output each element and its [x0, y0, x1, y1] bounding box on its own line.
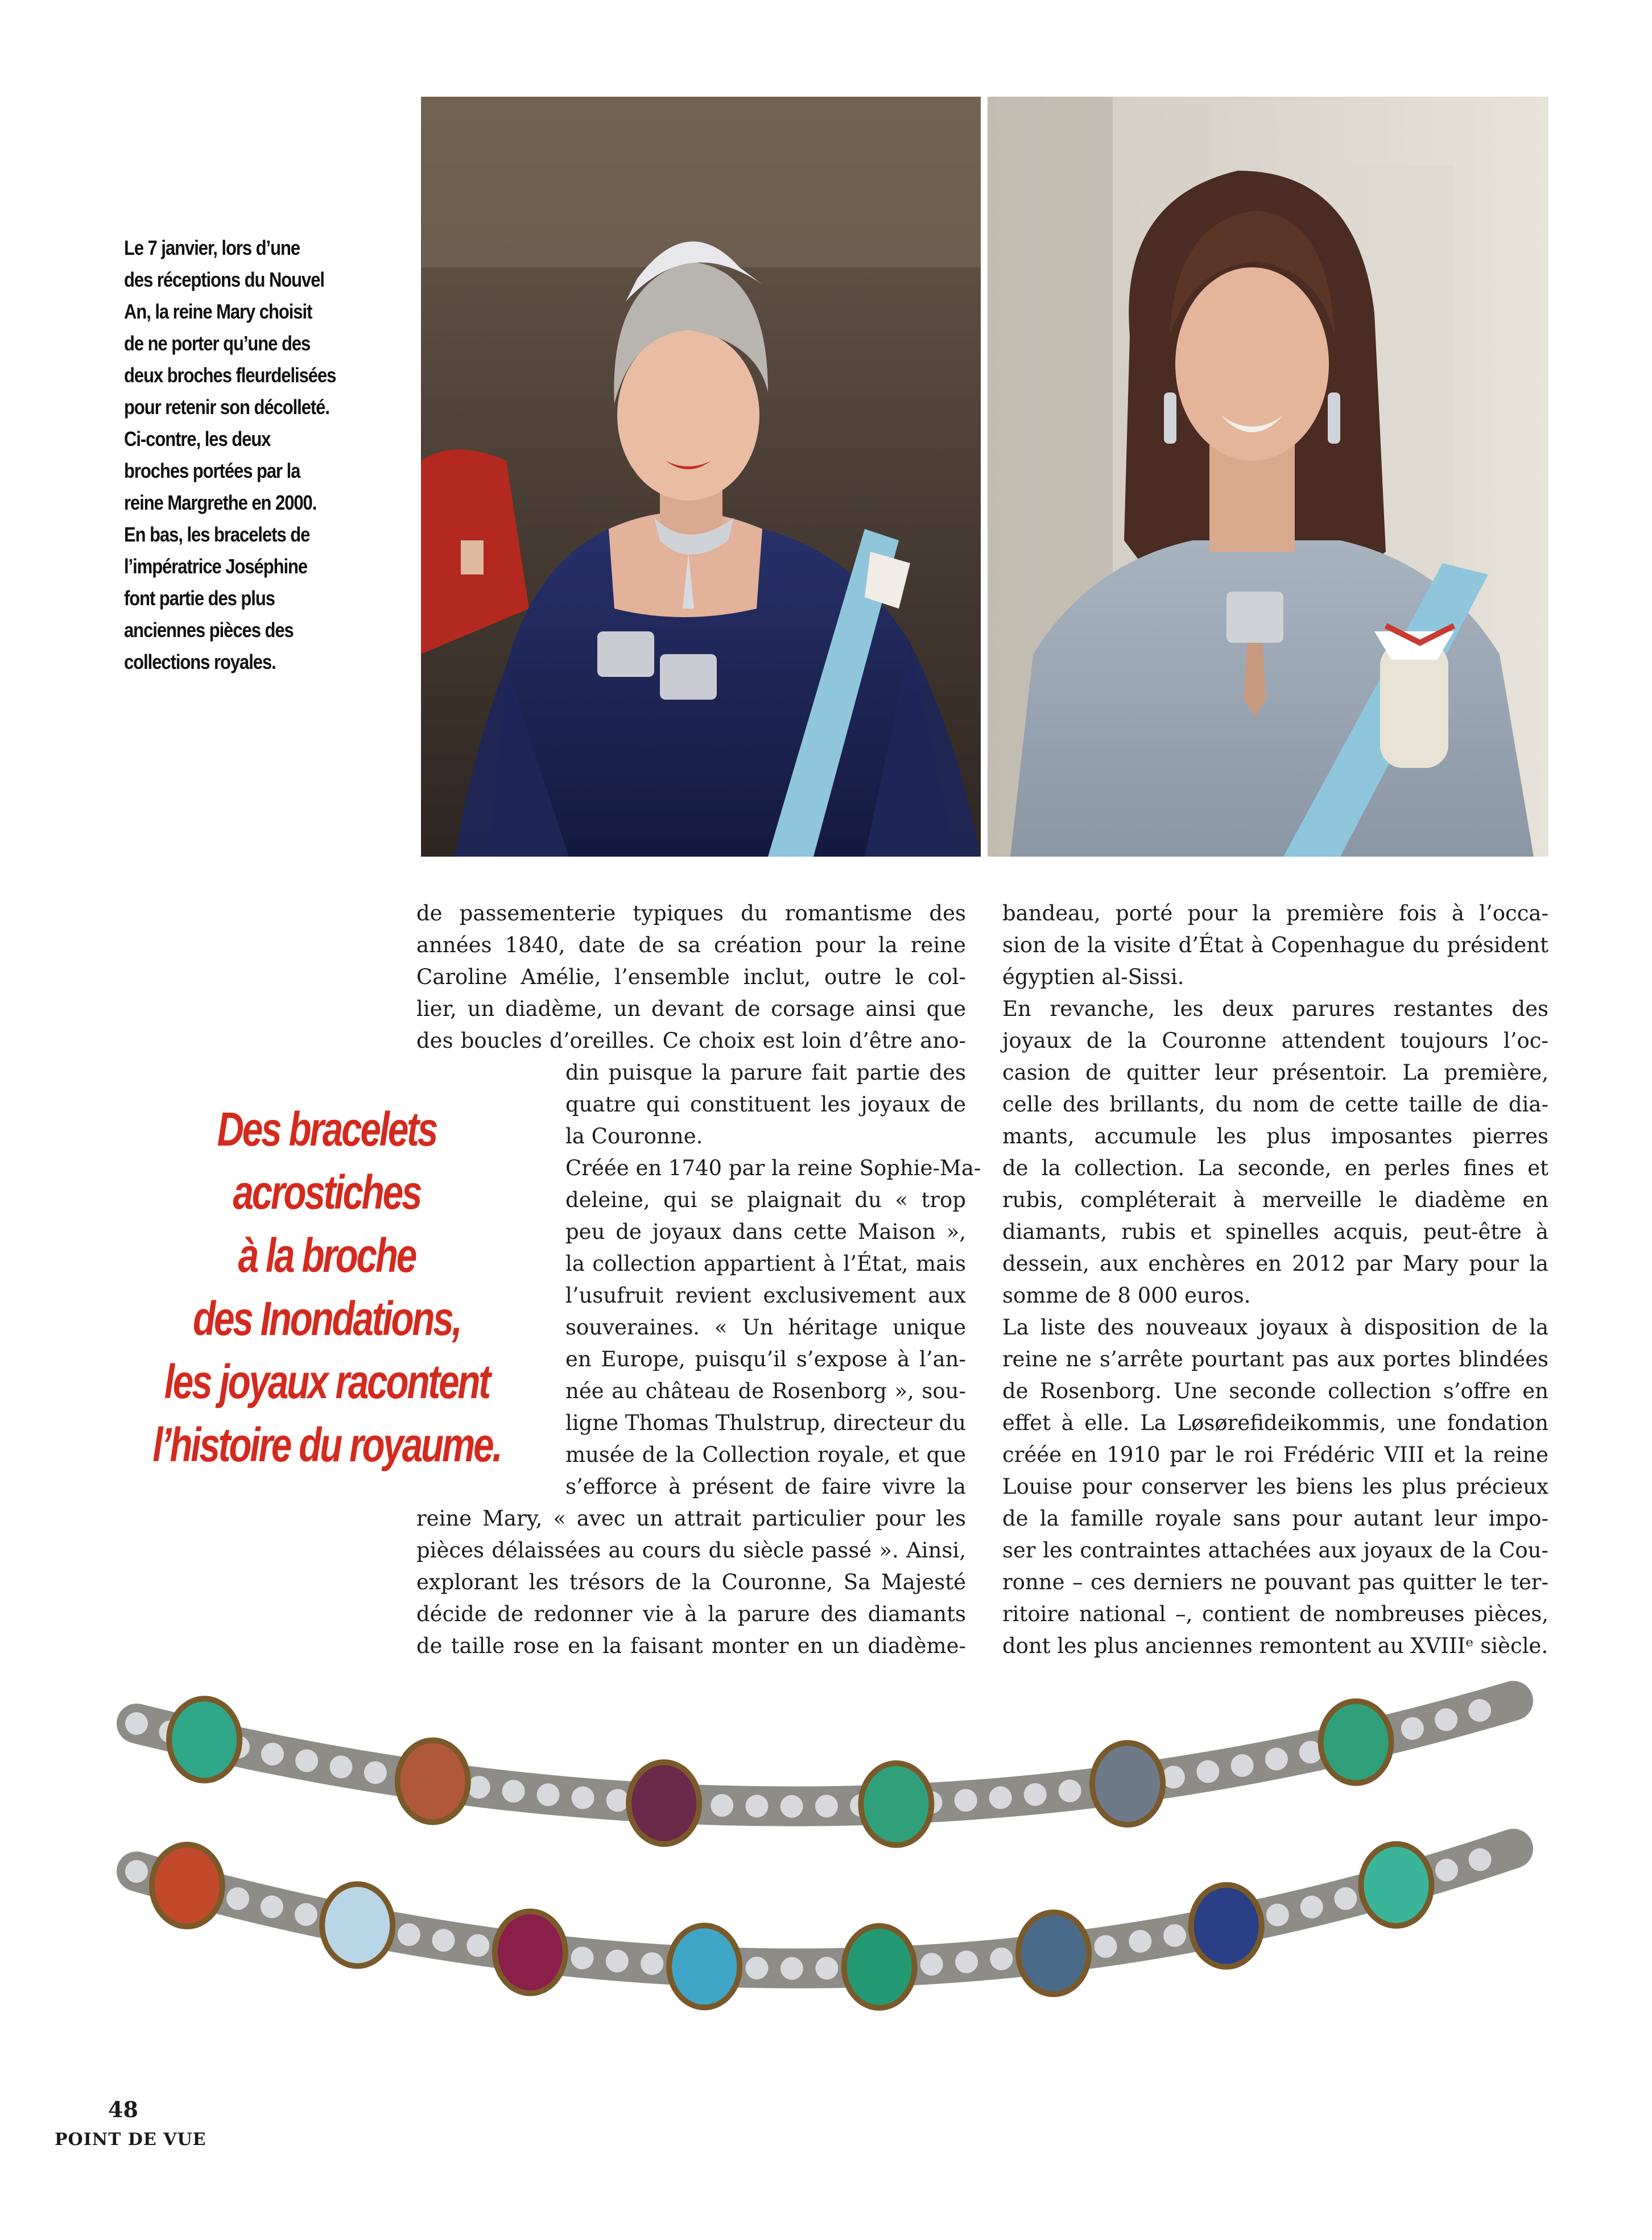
article-column-1 — [416, 898, 981, 1662]
bracelet-bottom-gemstone — [322, 1884, 393, 1966]
pull-quote-line: acrostiches — [233, 1166, 421, 1219]
bracelet-bottom-diamond-cluster — [815, 1957, 838, 1979]
bracelet-top-diamond-cluster — [989, 1786, 1012, 1809]
article-line: décide de redonner vie à la parure des diamants — [416, 1602, 966, 1626]
caption-line: pour retenir son décolleté. — [124, 395, 329, 419]
bracelet-top-diamond-cluster — [572, 1787, 594, 1809]
article-line: ser les contraintes attachées aux joyaux de la Cou- — [1002, 1538, 1548, 1563]
bracelet-bottom-diamond-cluster — [1129, 1930, 1151, 1953]
bracelet-top-diamond-cluster — [537, 1783, 560, 1806]
magazine-name: POINT DE VUE — [55, 2130, 206, 2150]
bracelet-bottom-diamond-cluster — [606, 1950, 629, 1973]
caption-line: En bas, les bracelets de — [124, 523, 310, 546]
caption-line: An, la reine Mary choisit — [124, 300, 312, 323]
article-line: rubis, compléterait à merveille le diadème en — [1002, 1188, 1548, 1212]
bracelet-top-diamond-cluster — [1435, 1708, 1457, 1731]
article-line: effet à elle. La Løsørefideikommis, une fondation — [1002, 1411, 1548, 1435]
bracelet-top-diamond-cluster — [502, 1780, 525, 1803]
article-line: somme de 8 000 euros. — [1002, 1283, 1251, 1308]
pull-quote-line: à la broche — [238, 1229, 416, 1282]
bracelet-bottom-gemstone — [495, 1911, 565, 1993]
article-line: musée de la Collection royale, et que — [565, 1443, 966, 1467]
bracelet-bottom-gemstone — [152, 1845, 222, 1927]
article-line: la collection appartient à l’État, mais — [565, 1251, 966, 1276]
article-line: quatre qui constituent les joyaux de — [565, 1092, 966, 1117]
photo-queen-margrethe — [421, 97, 981, 857]
bracelet-top-diamond-cluster — [468, 1776, 490, 1799]
article-line: reine Mary, « avec un attrait particulier pour les — [416, 1506, 966, 1531]
caption-line: Ci-contre, les deux — [124, 427, 271, 451]
article-line: la Couronne. — [565, 1124, 703, 1148]
article-line: bandeau, porté pour la première fois à l’occa- — [1002, 901, 1548, 925]
bracelet-top-diamond-cluster — [955, 1789, 977, 1812]
bracelet-top-gemstone — [1321, 1701, 1391, 1783]
article-line: lier, un diadème, un devant de corsage ainsi que — [416, 997, 966, 1021]
bracelet-bottom-diamond-cluster — [261, 1895, 283, 1918]
bracelet-top-diamond-cluster — [780, 1795, 803, 1818]
caption-line: de ne porter qu’une des — [124, 332, 311, 355]
article-line: joyaux de la Couronne attendent toujours l’oc- — [1002, 1028, 1548, 1053]
bracelet-top-diamond-cluster — [329, 1755, 352, 1778]
bracelet-bottom-diamond-cluster — [398, 1923, 420, 1946]
article-line: casion de quitter leur présentoir. La première, — [1002, 1060, 1548, 1085]
bracelet-top-diamond-cluster — [1265, 1748, 1288, 1771]
article-line: Créée en 1740 par la reine Sophie-Ma- — [565, 1156, 981, 1180]
bracelet-top-diamond-cluster — [711, 1794, 733, 1817]
article-line: égyptien al-Sissi. — [1002, 965, 1184, 989]
bracelet-top-diamond-cluster — [745, 1795, 768, 1817]
bracelet-top-diamond-cluster — [606, 1789, 629, 1812]
article-line: din puisque la parure fait partie des — [565, 1060, 966, 1085]
article-line: sion de la visite d’État à Copenhague du président — [1002, 933, 1548, 957]
bracelet-top-diamond-cluster — [364, 1761, 387, 1784]
bracelet-bottom-diamond-cluster — [226, 1887, 249, 1910]
bracelet-top-diamond-cluster — [295, 1749, 318, 1772]
pull-quote-line: Des bracelets — [217, 1102, 437, 1156]
article-line: explorant les trésors de la Couronne, Sa Majesté — [416, 1570, 966, 1594]
caption-line: reine Margrethe en 2000. — [124, 491, 317, 514]
caption-line: collections royales. — [124, 650, 276, 673]
bracelet-bottom-diamond-cluster — [955, 1950, 978, 1973]
bracelet-bottom-diamond-cluster — [1266, 1904, 1289, 1927]
bracelet-bottom-diamond-cluster — [990, 1948, 1013, 1970]
bracelet-bottom-diamond-cluster — [641, 1952, 663, 1975]
caption-line: font partie des plus — [124, 586, 275, 610]
bracelet-top-gemstone — [169, 1698, 239, 1780]
caption-line: anciennes pièces des — [124, 618, 294, 642]
bracelet-bottom-diamond-cluster — [125, 1860, 148, 1883]
photo-josephine-bracelets — [114, 1678, 1570, 2076]
bracelet-top-diamond-cluster — [815, 1795, 838, 1817]
article-line: Caroline Amélie, l’ensemble inclut, outre le col- — [416, 965, 966, 989]
article-line: des boucles d’oreilles. Ce choix est loin d’être ano- — [416, 1028, 966, 1053]
article-line: de Rosenborg. Une seconde collection s’offre en — [1002, 1379, 1548, 1403]
article-line: l’usufruit revient exclusivement aux — [565, 1283, 966, 1308]
caption-line: des réceptions du Nouvel — [124, 268, 325, 291]
page-number: 48 — [108, 2097, 138, 2122]
article-line: née au château de Rosenborg », sou- — [565, 1379, 966, 1403]
bracelet-bottom-gemstone — [844, 1926, 915, 2008]
bracelet-bottom-diamond-cluster — [780, 1957, 803, 1980]
article-line: En revanche, les deux parures restantes des — [1002, 997, 1548, 1021]
bracelet-bottom-diamond-cluster — [745, 1957, 768, 1979]
article-line: créée en 1910 par le roi Frédéric VIII et la reine — [1002, 1443, 1548, 1467]
photo-caption — [124, 232, 392, 678]
bracelet-top-gemstone — [1092, 1743, 1163, 1825]
article-line: celle des brillants, du nom de cette taille de dia- — [1002, 1092, 1548, 1117]
article-line: reine ne s’arrête pourtant pas aux portes blindées — [1002, 1347, 1548, 1371]
bracelet-bottom-diamond-cluster — [1334, 1887, 1357, 1910]
bracelet-bottom-diamond-cluster — [1300, 1896, 1323, 1919]
pull-quote-line: l’histoire du royaume. — [152, 1418, 501, 1472]
bracelet-bottom-gemstone — [1191, 1885, 1262, 1967]
bracelet-top-diamond-cluster — [125, 1712, 148, 1735]
bracelet-bottom-diamond-cluster — [295, 1903, 317, 1926]
bracelet-top-gemstone — [629, 1762, 699, 1844]
bracelet-top-gemstone — [861, 1763, 931, 1845]
article-line: dont les plus anciennes remontent au XVIIIᵉ siècle. — [1002, 1634, 1548, 1658]
bracelet-bottom-diamond-cluster — [1435, 1859, 1458, 1882]
bracelet-bottom-diamond-cluster — [432, 1929, 455, 1952]
bracelet-top-diamond-cluster — [1468, 1699, 1491, 1722]
article-column-2 — [1002, 898, 1548, 1662]
bracelet-bottom-gemstone — [1018, 1912, 1089, 1994]
bracelet-bottom-diamond-cluster — [571, 1946, 594, 1969]
article-line: dessein, aux enchères en 2012 par Mary pour la — [1002, 1251, 1548, 1276]
bracelet-top-diamond-cluster — [1196, 1760, 1219, 1783]
article-line: ritoire national –, contient de nombreuses pièces, — [1002, 1602, 1548, 1626]
article-line: ronne – ces derniers ne pouvant pas quitter le ter- — [1002, 1570, 1548, 1594]
article-line: Louise pour conserver les biens les plus précieux — [1002, 1474, 1548, 1499]
article-line: mants, accumule les plus imposantes pierres — [1002, 1124, 1548, 1148]
article-line: pièces délaissées au cours du siècle passé ». Ainsi, — [416, 1538, 966, 1563]
article-line: peu de joyaux dans cette Maison », — [565, 1220, 966, 1244]
bracelet-bottom-diamond-cluster — [1469, 1848, 1492, 1871]
article-line: de passementerie typiques du romantisme des — [416, 901, 966, 925]
bracelet-top-diamond-cluster — [1024, 1783, 1047, 1806]
bracelet-top-diamond-cluster — [261, 1743, 284, 1766]
bracelet-top-diamond-cluster — [1059, 1779, 1081, 1802]
article-line: s’efforce à présent de faire vivre la — [565, 1474, 966, 1499]
caption-line: l’impératrice Joséphine — [124, 555, 308, 578]
bracelet-top-gemstone — [398, 1740, 468, 1822]
article-line: de taille rose en la faisant monter en un diadème- — [416, 1634, 966, 1658]
bracelet-top-diamond-cluster — [1401, 1717, 1424, 1740]
bracelet-bottom-diamond-cluster — [1095, 1935, 1117, 1958]
caption-line: deux broches fleurdelisées — [124, 363, 336, 387]
article-line: en Europe, puisqu’il s’expose à l’an- — [565, 1347, 966, 1371]
article-line: de la collection. La seconde, en perles fines et — [1002, 1156, 1548, 1180]
article-line: de la famille royale sans pour autant leur impo- — [1002, 1506, 1548, 1531]
photo-queen-mary — [988, 97, 1548, 857]
article-line: La liste des nouveaux joyaux à disposition de la — [1002, 1315, 1548, 1340]
article-line: deleine, qui se plaignait du « trop — [565, 1188, 966, 1212]
article-line: années 1840, date de sa création pour la reine — [416, 933, 966, 957]
pull-quote-line: des Inondations, — [193, 1292, 461, 1345]
caption-line: broches portées par la — [124, 459, 300, 482]
caption-line: Le 7 janvier, lors d’une — [124, 236, 300, 259]
pull-quote-line: les joyaux racontent — [164, 1355, 489, 1408]
bracelet-bottom-gemstone — [1361, 1844, 1431, 1926]
bracelet-bottom-diamond-cluster — [1163, 1924, 1186, 1947]
bracelet-bottom-diamond-cluster — [920, 1953, 943, 1976]
article-line: ligne Thomas Thulstrup, directeur du — [565, 1411, 966, 1435]
article-line: souveraines. « Un héritage unique — [565, 1315, 966, 1340]
bracelet-bottom-diamond-cluster — [466, 1934, 489, 1957]
article-line: diamants, rubis et spinelles acquis, peut-être à — [1002, 1220, 1548, 1244]
bracelet-top-diamond-cluster — [1231, 1754, 1254, 1777]
bracelet-bottom-gemstone — [669, 1925, 740, 2007]
